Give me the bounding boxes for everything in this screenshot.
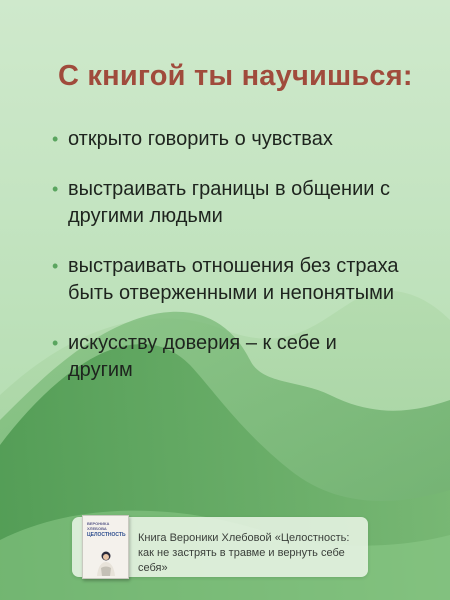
list-item xyxy=(50,126,400,153)
bullet-icon: • xyxy=(52,333,59,353)
book-cover-author: ВЕРОНИКА ХЛЕБОВА xyxy=(87,521,110,531)
book-cover-title: ЦЕЛОСТНОСТЬ xyxy=(87,532,126,538)
list-item xyxy=(50,330,400,384)
list-item xyxy=(50,253,400,307)
list-item xyxy=(50,176,400,230)
list-item-text: выстраивать границы в общении с другими людьми xyxy=(68,178,391,227)
list-item-text: выстраивать отношения без страха быть отверженными и непонятыми xyxy=(68,255,399,304)
woman-illustration-icon xyxy=(93,550,119,576)
list-item-text: искусству доверия – к себе и другим xyxy=(68,332,337,381)
bullet-icon: • xyxy=(52,179,59,199)
bullet-icon: • xyxy=(52,129,59,149)
skills-list xyxy=(50,126,400,407)
list-item-text: открыто говорить о чувствах xyxy=(68,128,333,150)
book-card xyxy=(72,517,368,577)
bullet-icon: • xyxy=(52,256,59,276)
book-cover-image xyxy=(82,515,129,579)
page-title: С книгой ты научишься: xyxy=(58,60,413,92)
book-caption: Книга Вероники Хлебовой «Целостность: как не застрять в травме и вернуть себе себя» xyxy=(138,532,350,574)
